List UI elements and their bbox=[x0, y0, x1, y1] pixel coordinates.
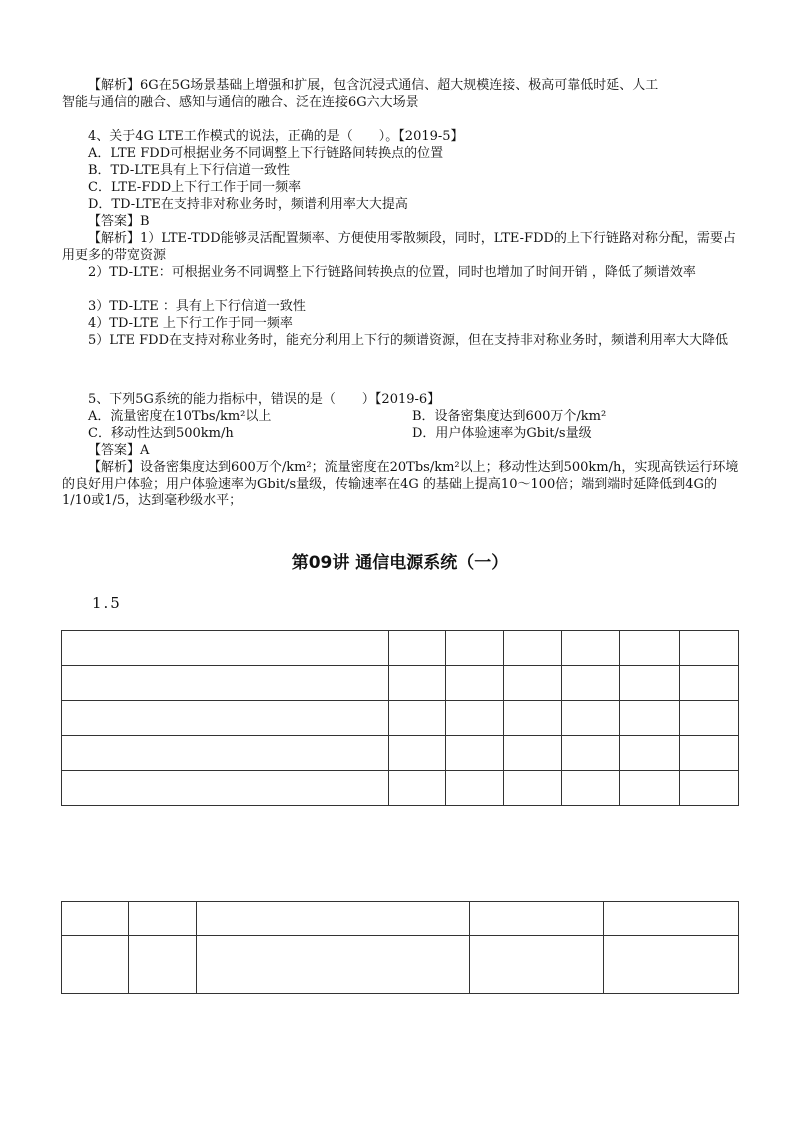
q4-answer: 【答案】B bbox=[88, 214, 150, 229]
table-cell bbox=[196, 936, 470, 994]
table-cell bbox=[62, 631, 389, 666]
table-cell bbox=[562, 771, 620, 806]
table-cell bbox=[562, 666, 620, 701]
q4-option-d: D．TD-LTE在支持非对称业务时，频谱利用率大大提高 bbox=[88, 197, 408, 212]
q5-option-c: C．移动性达到500km/h bbox=[88, 426, 234, 441]
table-cell bbox=[680, 631, 739, 666]
q4-analysis-4: 4）TD-LTE 上下行工作于同一频率 bbox=[88, 316, 293, 331]
q5-answer: 【答案】A bbox=[88, 443, 150, 458]
table-cell bbox=[388, 736, 446, 771]
empty-table-1 bbox=[61, 630, 739, 806]
table-cell bbox=[562, 631, 620, 666]
table-cell bbox=[62, 666, 389, 701]
q4-analysis-5: 5）LTE FDD在支持对称业务时，能充分利用上下行的频谱资源，但在支持非对称业务时，频谱利用率大大降低 bbox=[88, 333, 729, 348]
table-row bbox=[62, 771, 739, 806]
table-cell bbox=[604, 902, 739, 936]
table-cell bbox=[196, 902, 470, 936]
table-cell bbox=[62, 736, 389, 771]
table-cell bbox=[504, 631, 562, 666]
q5-stem: 5、下列5G系统的能力指标中，错误的是（ ）【2019-6】 bbox=[88, 392, 441, 407]
table-cell bbox=[62, 701, 389, 736]
table-cell bbox=[620, 736, 680, 771]
table-cell bbox=[388, 701, 446, 736]
table-cell bbox=[388, 631, 446, 666]
table-cell bbox=[504, 771, 562, 806]
table-cell bbox=[470, 902, 604, 936]
q4-analysis-2: 2）TD-LTE：可根据业务不同调整上下行链路间转换点的位置，同时也增加了时间开销 ，降低了频谱效率 bbox=[88, 265, 696, 280]
q5-option-d: D．用户体验速率为Gbit/s量级 bbox=[412, 426, 592, 441]
table-cell bbox=[680, 736, 739, 771]
q3-analysis-line2: 智能与通信的融合、感知与通信的融合、泛在连接6G六大场景 bbox=[62, 95, 419, 110]
table-row bbox=[62, 631, 739, 666]
table-cell bbox=[446, 701, 504, 736]
table-cell bbox=[620, 631, 680, 666]
q4-analysis-1: 【解析】1）LTE-TDD能够灵活配置频率、方便使用零散频段，同时，LTE-FDD的上下行链路对称分配，需要占用更多的带宽资源 bbox=[62, 231, 736, 263]
table-cell bbox=[62, 902, 129, 936]
q5-analysis: 【解析】设备密集度达到600万个/km²；流量密度在20Tbs/km²以上；移动性达到500km/h，实现高铁运行环境的良好用户体验；用户体验速率为Gbit/s量级，传输速率在4G 的基础上提高10～100倍；端到端时延降低到4G的1/10或1/5，达到毫秒级水平； bbox=[62, 460, 739, 508]
table-cell bbox=[128, 902, 196, 936]
lecture-title: 第09讲 通信电源系统（一） bbox=[291, 553, 509, 573]
table-cell bbox=[504, 701, 562, 736]
table-cell bbox=[446, 771, 504, 806]
table-cell bbox=[620, 771, 680, 806]
table-row bbox=[62, 701, 739, 736]
table-cell bbox=[504, 736, 562, 771]
table-cell bbox=[604, 936, 739, 994]
table-cell bbox=[680, 666, 739, 701]
table-cell bbox=[620, 701, 680, 736]
table-row bbox=[62, 902, 739, 936]
table-cell bbox=[62, 936, 129, 994]
table-row bbox=[62, 666, 739, 701]
table-cell bbox=[562, 701, 620, 736]
section-number: 1.5 bbox=[92, 594, 122, 612]
q4-option-b: B．TD-LTE具有上下行信道一致性 bbox=[88, 163, 291, 178]
table-cell bbox=[446, 631, 504, 666]
table-row bbox=[62, 736, 739, 771]
table-cell bbox=[470, 936, 604, 994]
table-cell bbox=[680, 771, 739, 806]
table-cell bbox=[128, 936, 196, 994]
q4-analysis-3: 3）TD-LTE ：具有上下行信道一致性 bbox=[88, 299, 306, 314]
table-cell bbox=[446, 666, 504, 701]
q3-analysis-line1: 【解析】6G在5G场景基础上增强和扩展，包含沉浸式通信、超大规模连接、极高可靠低时延、人工 bbox=[88, 78, 659, 93]
q4-option-a: A．LTE FDD可根据业务不同调整上下行链路间转换点的位置 bbox=[88, 146, 444, 161]
table-row bbox=[62, 936, 739, 994]
q4-option-c: C．LTE-FDD上下行工作于同一频率 bbox=[88, 180, 302, 195]
table-cell bbox=[446, 736, 504, 771]
table-cell bbox=[62, 771, 389, 806]
table-cell bbox=[562, 736, 620, 771]
table-cell bbox=[680, 701, 739, 736]
table-cell bbox=[388, 666, 446, 701]
q5-option-a: A．流量密度在10Tbs/km²以上 bbox=[88, 409, 272, 424]
q5-option-b: B．设备密集度达到600万个/km² bbox=[412, 409, 607, 424]
table-cell bbox=[504, 666, 562, 701]
empty-table-2 bbox=[61, 901, 739, 994]
table-cell bbox=[388, 771, 446, 806]
table-cell bbox=[620, 666, 680, 701]
q4-stem: 4、关于4G LTE工作模式的说法，正确的是（ ）。【2019-5】 bbox=[88, 129, 464, 144]
